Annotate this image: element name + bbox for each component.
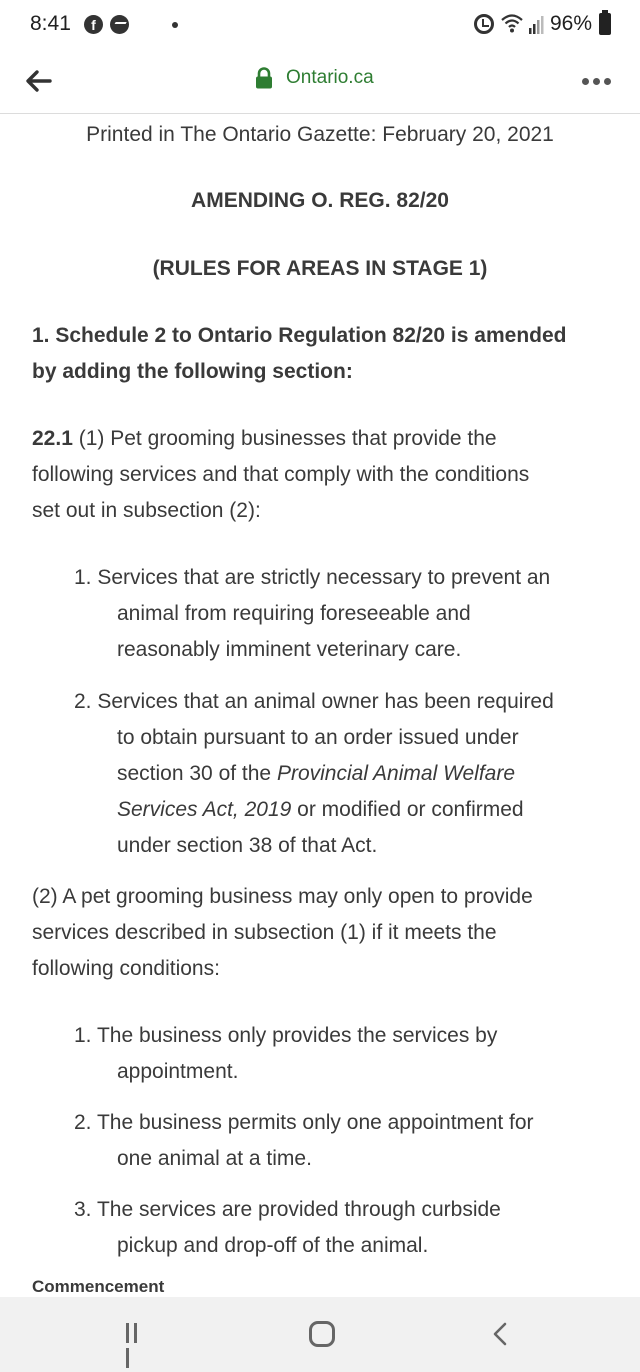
- act-title-italic: Provincial Animal Welfare: [276, 762, 516, 785]
- recent-apps-icon[interactable]: [126, 1323, 148, 1345]
- wifi-icon: [500, 12, 524, 34]
- commencement-heading: Commencement: [32, 1277, 165, 1296]
- list-item: 1. Services that are strictly necessary to prevent an animal from requiring foreseeable and reasonably imminent veterinary care.: [74, 566, 551, 661]
- rules-title: (RULES FOR AREAS IN STAGE 1): [152, 257, 488, 280]
- subsection-2-paragraph: (2) A pet grooming business may only open to provide services described in subsection (1) if it meets the following conditions:: [32, 885, 533, 980]
- home-icon[interactable]: [309, 1321, 335, 1347]
- messenger-icon: [110, 15, 129, 34]
- url-text[interactable]: Ontario.ca: [286, 67, 374, 88]
- notification-dot-icon: [172, 22, 178, 28]
- section-22-1-paragraph: 22.1 (1) Pet grooming businesses that provide the following services and that comply with the conditions set out in subsection (2):: [32, 427, 530, 522]
- browser-toolbar: [0, 50, 640, 114]
- page-content: [0, 114, 640, 1297]
- section-1-heading: 1. Schedule 2 to Ontario Regulation 82/20 is amended by adding the following section:: [32, 324, 567, 383]
- facebook-icon: f: [84, 15, 103, 34]
- nav-back-icon[interactable]: [488, 1321, 514, 1347]
- gazette-date: Printed in The Ontario Gazette: February 20, 2021: [86, 123, 554, 146]
- list-item: 2. Services that an animal owner has been required to obtain pursuant to an order issued under section 30 of the Provincial Animal Welfare Services Act, 2019 or modified or confirmed under section 38 of that Act.: [74, 690, 554, 857]
- list-item: 3. The services are provided through curbside pickup and drop-off of the animal.: [74, 1198, 501, 1257]
- system-navigation-bar: [0, 1297, 640, 1372]
- battery-icon: [599, 13, 611, 35]
- status-time: 8:41: [30, 12, 71, 35]
- signal-icon: [528, 14, 546, 34]
- battery-percent: 96%: [550, 12, 593, 35]
- alarm-icon: [474, 14, 494, 34]
- more-options-icon[interactable]: [582, 72, 622, 86]
- list-item: 1. The business only provides the services by appointment.: [74, 1024, 498, 1083]
- lock-icon[interactable]: [255, 67, 273, 89]
- section-number: 22.1: [32, 427, 73, 450]
- list-item: 2. The business permits only one appointment for one animal at a time.: [74, 1111, 534, 1170]
- act-title-italic: Services Act, 2019: [117, 798, 292, 821]
- amend-title: AMENDING O. REG. 82/20: [191, 189, 449, 212]
- back-arrow-icon[interactable]: [22, 64, 56, 98]
- status-bar: [0, 0, 640, 50]
